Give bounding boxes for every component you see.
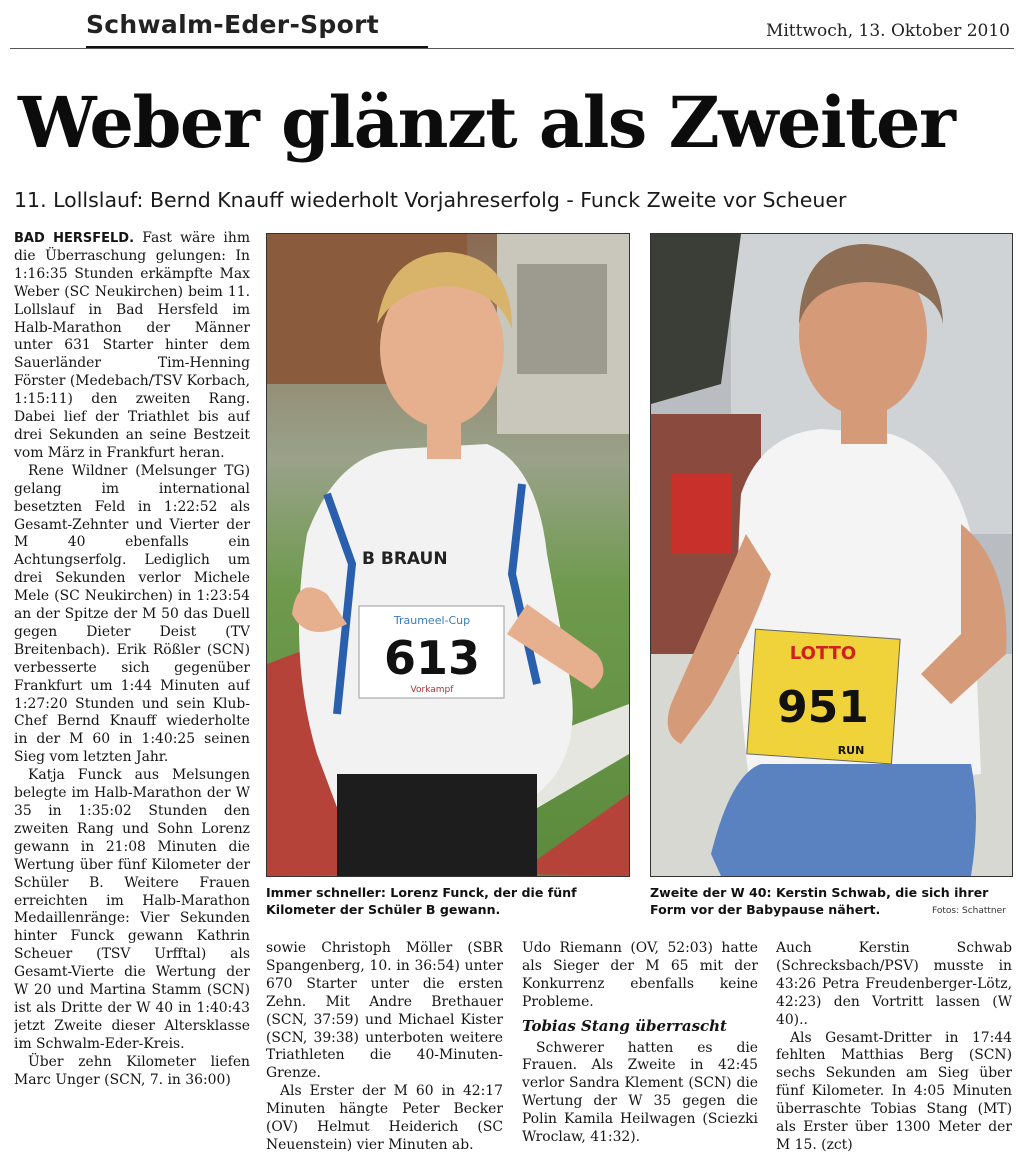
bib-number — [359, 606, 504, 698]
bib-number-text: 613 — [383, 631, 481, 685]
article-paragraph: Als Gesamt-Dritter in 17:44 fehlten Matthias Berg (SCN) sechs Sekunden am Sieg über fünf Kilometer. In 4:05 Minuten überraschte Tobias Stang (MT) als Erster über 1300 Meter der M 15. (zct) — [776, 1029, 1012, 1153]
article-column-1 — [14, 230, 250, 1165]
header-rule — [10, 48, 1014, 49]
article-column-3 — [522, 940, 758, 1166]
article-paragraph: Rene Wildner (Melsunger TG) gelang im international besetzten Feld in 1:22:52 als Gesamt-Zehnter und Vierter der M 40 ebenfalls ein Achtungserfolg. Lediglich um drei Sekunden verlor Michele Mele (SC Neukirchen) in 1:23:54 an der Spitze der M 50 das Duell gegen Dieter Deist (TV Breitenbach). Erik Rößler (SCN) verbesserte sich gegenüber Frankfurt um 1:44 Minuten auf 1:27:20 Stunden und sein Klub-Chef Bernd Knauff wiederholte in der M 60 in 1:40:25 seinen Sieg vom letzten Jahr. — [14, 462, 250, 766]
issue-date: Mittwoch, 13. Oktober 2010 — [765, 21, 1010, 41]
article-paragraph — [14, 230, 250, 463]
photo-image — [651, 234, 1012, 876]
subheading: Tobias Stang überrascht — [522, 1016, 727, 1035]
article-paragraph: Auch Kerstin Schwab (Schrecksbach/PSV) musste in 43:26 Petra Freudenberger-Lötz, 42:23) den Vortritt lassen (W 40).. — [776, 940, 1012, 1028]
photo-credit: Fotos: Schattner — [932, 906, 1006, 916]
bib-sponsor: Traumeel-Cup — [393, 614, 471, 627]
photo-image — [267, 234, 629, 876]
photo-caption-left: Immer schneller: Lorenz Funck, der die fünf Kilometer der Schüler B gewann. — [266, 885, 577, 917]
article-paragraph: Katja Funck aus Melsungen belegte im Halb-Marathon der W 35 in 1:35:02 Stunden den zweiten Rang und Sohn Lorenz gewann in 21:08 Minuten die Wertung über fünf Kilometer der Schüler B. Weitere Frauen erreichten im Halb-Marathon Medaillenränge: Vier Sekunden hinter Funck gewann Kathrin Scheuer (TSV Urfftal) als Gesamt-Vierte die Wertung der W 20 und Martina Stamm (SCN) ist als Dritte der W 40 in 1:40:43 jetzt Zweite dieser Altersklasse im Schwalm-Eder-Kreis. — [14, 767, 250, 1052]
bib-name: Vorkampf — [410, 685, 454, 695]
section-title: Schwalm-Eder-Sport — [86, 10, 379, 39]
article-paragraph: Schwerer hatten es die Frauen. Als Zweite in 42:45 verlor Sandra Klement (SCN) die Wertung der W 35 gegen die Polin Kamila Heilwagen (Sciezki Wroclaw, 41:32). — [522, 1039, 758, 1146]
headline: Weber glänzt als Zweiter — [18, 81, 955, 164]
article-paragraph: Über zehn Kilometer liefen Marc Unger (SCN, 7. in 36:00) — [14, 1053, 250, 1088]
article-paragraph: Als Erster der M 60 in 42:17 Minuten hängte Peter Becker (OV) Helmut Heiderich (SC Neuenstein) vier Minuten ab. — [266, 1083, 503, 1153]
bib-number-text: 951 — [777, 682, 869, 733]
paragraph-text: Fast wäre ihm die Überraschung gelungen: In 1:16:35 Stunden erkämpfte Max Weber (SC Neukirchen) beim 11. Lollslauf in Bad Hersfeld im Halb-Marathon der Männer unter 631 Starter hinter dem Sauerländer Tim-Henning Förster (Medebach/TSV Korbach, 1:15:11) den zweiten Rang. Dabei lief der Triathlet bis auf drei Sekunden an seine Bestzeit vom März in Frankfurt heran. — [14, 230, 250, 461]
article-column-4 — [776, 940, 1012, 1166]
dateline: BAD HERSFELD. — [14, 231, 135, 246]
bib-number — [747, 629, 900, 764]
bib-top: LOTTO — [789, 643, 857, 664]
article-paragraph: Udo Riemann (OV, 52:03) hatte als Sieger der M 65 mit der Konkurrenz ebenfalls keine Probleme. — [522, 940, 758, 1010]
photo-runner-boy — [266, 233, 630, 877]
bib-bottom: RUN — [837, 744, 865, 757]
photo-caption-right: Zweite der W 40: Kerstin Schwab, die sich ihrer Form vor der Babypause nähert. — [650, 885, 989, 917]
article-paragraph: sowie Christoph Möller (SBR Spangenberg, 10. in 36:54) unter 670 Starter unter die ersten Zehn. Mit Andre Brethauer (SCN, 37:59) und Michael Kister (SCN, 39:38) unterboten weitere Triathleten die 40-Minuten-Grenze. — [266, 940, 503, 1082]
article-column-2 — [266, 940, 503, 1166]
photo-runner-woman — [650, 233, 1013, 877]
subheadline: 11. Lollslauf: Bernd Knauff wiederholt Vorjahreserfolg - Funck Zweite vor Scheuer — [14, 188, 847, 212]
shirt-logo: B BRAUN — [362, 549, 448, 569]
